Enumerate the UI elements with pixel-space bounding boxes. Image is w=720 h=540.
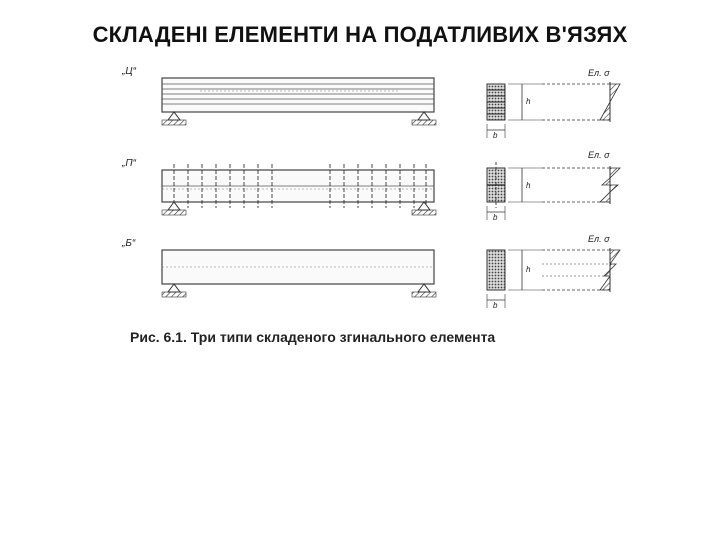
panel-b-dim-h: h (526, 265, 531, 274)
panel-p-beam (162, 164, 434, 208)
panel-c-cross-section (487, 84, 542, 140)
panel-p-type-label: „П“ (122, 158, 136, 169)
panel-p-stress-label: Ел. σ (588, 150, 610, 160)
panel-b-stress-diagram (542, 234, 620, 292)
slide-title: СКЛАДЕНІ ЕЛЕМЕНТИ НА ПОДАТЛИВИХ В'ЯЗЯХ (92, 22, 628, 47)
panel-p-cross-section (487, 162, 542, 222)
panel-b-dim-b: b (493, 301, 498, 310)
panel-b-right-support (412, 284, 436, 297)
panel-b-beam (162, 250, 434, 284)
panel-p-right-support (412, 202, 436, 215)
panel-c-stress-diagram (542, 68, 620, 122)
figure-drawing (110, 58, 630, 348)
panel-c-beam (162, 78, 434, 112)
panel-c-dim-h: h (526, 97, 531, 106)
composite-beam-figure (110, 58, 630, 348)
panel-c-left-support (162, 112, 186, 125)
panel-p-left-support (162, 202, 186, 215)
panel-c (121, 66, 620, 140)
panel-c-dim-b: b (493, 131, 498, 140)
panel-p-stress-diagram (542, 150, 620, 204)
panel-p (121, 150, 620, 222)
panel-c-stress-label: Ел. σ (588, 68, 610, 78)
panel-b-left-support (162, 284, 186, 297)
figure-caption: Рис. 6.1. Три типи складеного згинального елемента (130, 329, 496, 345)
panel-b-cross-section (487, 250, 542, 310)
panel-p-dim-b: b (493, 213, 498, 222)
panel-c-type-label: „Ц“ (122, 66, 136, 77)
panel-b-stress-label: Ел. σ (588, 234, 610, 244)
panel-b (121, 234, 620, 310)
panel-p-dim-h: h (526, 181, 531, 190)
panel-b-type-label: „Б“ (122, 238, 136, 249)
panel-c-right-support (412, 112, 436, 125)
